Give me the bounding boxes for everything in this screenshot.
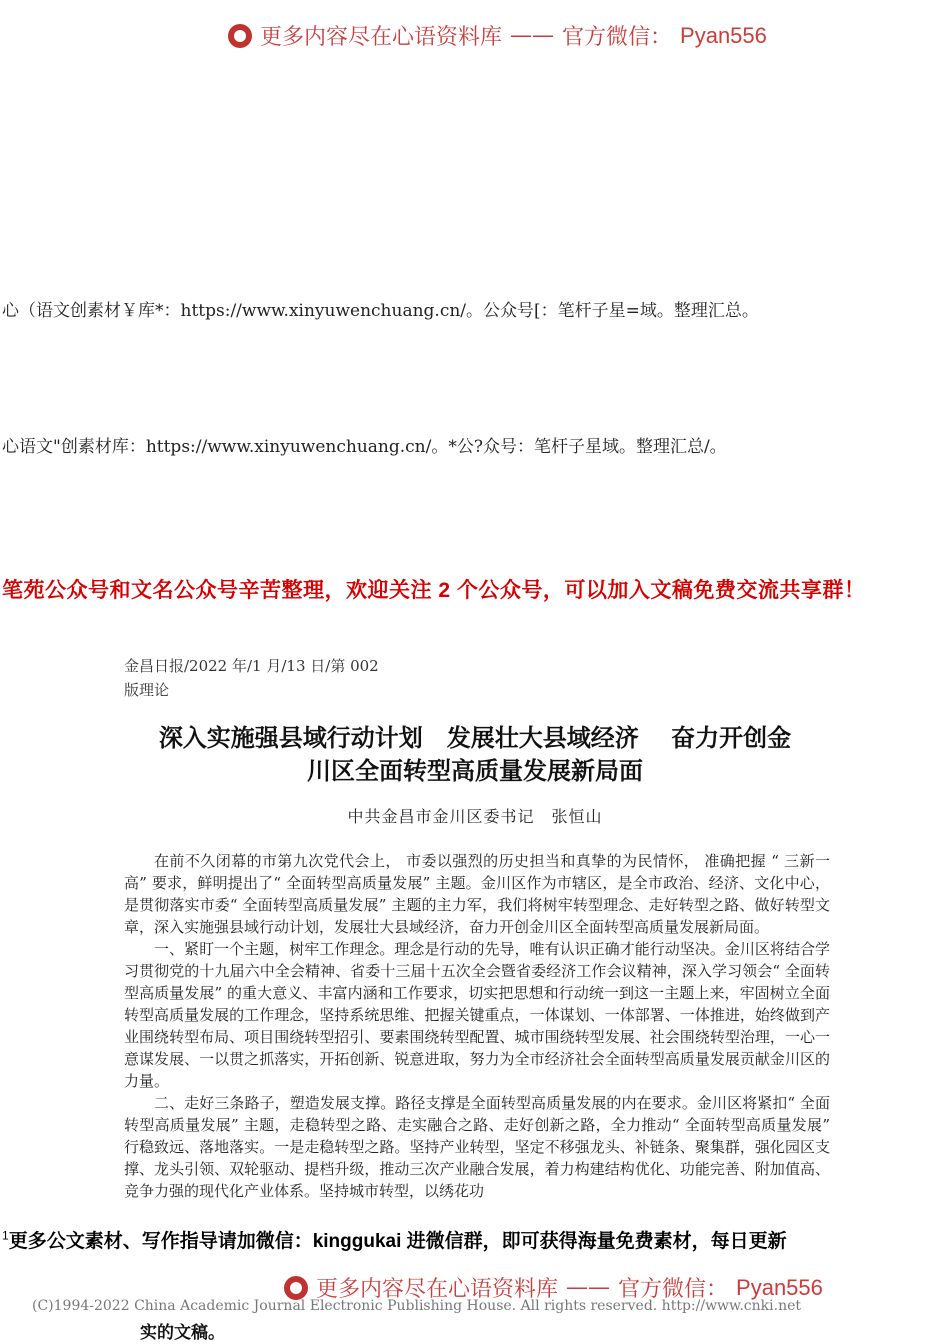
watermark-official: 官方微信： <box>618 1277 729 1302</box>
top-watermark <box>228 20 767 51</box>
article-author: 中共金昌市金川区委书记 张恒山 <box>347 807 603 826</box>
watermark-separator: —— <box>510 23 555 48</box>
title-line-1: 深入实施强县域行动计划 发展壮大县域经济 奋力开创金 <box>158 724 792 752</box>
watermark-wechat: Pyan556 <box>736 1274 823 1300</box>
watermark-logo-icon <box>284 1276 308 1300</box>
watermark-logo-icon <box>228 24 252 48</box>
watermark-official: 官方微信： <box>562 25 673 50</box>
paragraph-2: 二、走好三条路子，塑造发展支撑。路径支撑是全面转型高质量发展的内在要求。金川区将紧扣“ 全面转型高质量发展” 主题，走稳转型之路、走实融合之路、走好创新之路，全力推动“ 全面转型高质量发展” 行稳致远、落地落实。一是走稳转型之路。坚持产业转型，坚定不移强龙头、补链条、聚集群，强化园区支撑、龙头引领、双轮驱动、提档升级，推动三次产业融合发展，着力构建结构优化、功能完善、附加值高、竞争力强的现代化产业体系。坚持城市转型，以绣花功 <box>124 1094 830 1200</box>
footnote-mark: 1 <box>2 1228 9 1243</box>
footer-ad <box>2 1226 787 1253</box>
watermark-separator: —— <box>566 1275 611 1300</box>
source-line-1: 金昌日报/2022 年/1 月/13 日/第 002 <box>124 657 379 675</box>
source-note-2: 心语文"创素材库：https://www.xinyuwenchuang.cn/。*公?众号：笔杆子星域。整理汇总/。 <box>2 437 727 457</box>
watermark-text: 更多内容尽在心语资料库 <box>316 1277 559 1302</box>
watermark-wechat: Pyan556 <box>680 22 767 48</box>
paragraph-intro: 在前不久闭幕的市第九次党代会上， 市委以强烈的历史担当和真挚的为民情怀， 准确把握 “ 三新一高” 要求，鲜明提出了“ 全面转型高质量发展” 主题。金川区作为市辖区，是全市政治、经济、文化中心，是贯彻落实市委“ 全面转型高质量发展” 主题的主力军，我们将树牢转型理念、走好转型之路、做好转型文章，深入实施强县域行动计划，发展壮大县域经济，奋力开创金川区全面转型高质量发展新局面。 <box>124 852 830 936</box>
title-line-2: 川区全面转型高质量发展新局面 <box>307 757 643 785</box>
cut-off-text: 实的文稿。 <box>140 1323 225 1343</box>
article-source <box>124 654 444 702</box>
promo-banner: 笔苑公众号和文名公众号辛苦整理，欢迎关注 2 个公众号，可以加入文稿免费交流共享群！ <box>2 579 866 602</box>
watermark-text: 更多内容尽在心语资料库 <box>260 25 503 50</box>
source-note-1: 心（语文创素材￥库*：https://www.xinyuwenchuang.cn/。公众号[：笔杆子星=域。整理汇总。 <box>2 301 759 321</box>
article-body <box>124 850 830 1220</box>
article-title <box>100 722 850 788</box>
source-line-2: 版理论 <box>124 681 170 699</box>
cnki-copyright: (C)1994-2022 China Academic Journal Electronic Publishing House. All rights reserved. http://www.cnki.net <box>32 1298 802 1314</box>
paragraph-1: 一、紧盯一个主题，树牢工作理念。理念是行动的先导，唯有认识正确才能行动坚决。金川区将结合学习贯彻党的十九届六中全会精神、省委十三届十五次全会暨省委经济工作会议精神，深入学习领会“ 全面转型高质量发展” 的重大意义、丰富内涵和工作要求，切实把思想和行动统一到这一主题上来，牢固树立全面转型高质量发展的工作理念，坚持系统思维、把握关键重点，一体谋划、一体部署、一体推进，始终做到产业围绕转型布局、项目围绕转型招引、要素围绕转型配置、城市围绕转型发展、社会围绕转型治理，一心一意谋发展、一以贯之抓落实，开拓创新、锐意进取，努力为全市经济社会全面转型高质量发展贡献金川区的力量。 <box>124 940 830 1090</box>
footer-ad-text: 更多公文素材、写作指导请加微信：kinggukai 进微信群，即可获得海量免费素材，每日更新 <box>8 1231 787 1252</box>
